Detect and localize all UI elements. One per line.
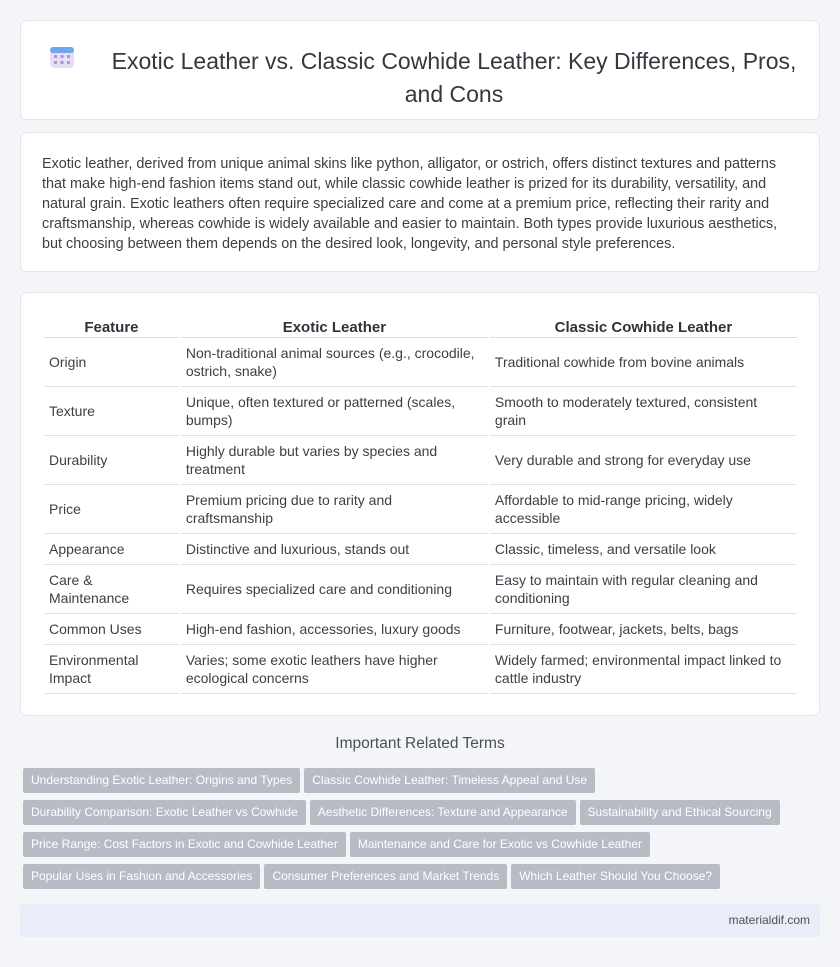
- feature-cell: Care & Maintenance: [44, 565, 179, 614]
- related-term-tag[interactable]: Understanding Exotic Leather: Origins and Types: [23, 768, 300, 793]
- related-term-tag[interactable]: Aesthetic Differences: Texture and Appearance: [310, 800, 576, 825]
- cowhide-cell: Smooth to moderately textured, consistent grain: [490, 387, 797, 436]
- related-term-tag[interactable]: Price Range: Cost Factors in Exotic and Cowhide Leather: [23, 832, 346, 857]
- intro-paragraph: Exotic leather, derived from unique animal skins like python, alligator, or ostrich, offers distinct textures and patterns that make high-end fashion items stand out, while classic cowhide leather is prized for its durability, versatility, and natural grain. Exotic leathers often require specialized care and come at a premium price, reflecting their rarity and craftsmanship, whereas cowhide is widely available and easier to maintain. Both types provide luxurious aesthetics, but choosing between them depends on the desired look, longevity, and personal style preferences.: [42, 156, 778, 252]
- related-term-tag[interactable]: Maintenance and Care for Exotic vs Cowhide Leather: [350, 832, 650, 857]
- related-terms-title: Important Related Terms: [335, 735, 505, 752]
- header-exotic: Exotic Leather: [181, 312, 488, 338]
- table-row: [44, 338, 797, 387]
- feature-cell: Origin: [44, 338, 179, 387]
- feature-cell: Environmental Impact: [44, 645, 179, 694]
- footer-bar: [20, 904, 820, 937]
- table-header-row: [44, 312, 797, 338]
- cowhide-cell: Very durable and strong for everyday use: [490, 436, 797, 485]
- table-row: [44, 387, 797, 436]
- exotic-cell: High-end fashion, accessories, luxury goods: [181, 614, 488, 645]
- table-row: [44, 485, 797, 534]
- cowhide-cell: Easy to maintain with regular cleaning and conditioning: [490, 565, 797, 614]
- related-term-tag[interactable]: Sustainability and Ethical Sourcing: [580, 800, 780, 825]
- feature-cell: Durability: [44, 436, 179, 485]
- table-row: [44, 565, 797, 614]
- cowhide-cell: Affordable to mid-range pricing, widely accessible: [490, 485, 797, 534]
- table-row: [44, 614, 797, 645]
- related-term-tag[interactable]: Which Leather Should You Choose?: [511, 864, 720, 889]
- comparison-table: [42, 312, 799, 694]
- comparison-card: [20, 292, 820, 716]
- exotic-cell: Unique, often textured or patterned (scales, bumps): [181, 387, 488, 436]
- exotic-cell: Varies; some exotic leathers have higher ecological concerns: [181, 645, 488, 694]
- related-term-tag[interactable]: Consumer Preferences and Market Trends: [264, 864, 507, 889]
- footer-site-link[interactable]: materialdif.com: [728, 913, 810, 927]
- table-row: [44, 645, 797, 694]
- table-row: [44, 436, 797, 485]
- exotic-cell: Highly durable but varies by species and treatment: [181, 436, 488, 485]
- feature-cell: Common Uses: [44, 614, 179, 645]
- exotic-cell: Distinctive and luxurious, stands out: [181, 534, 488, 565]
- cowhide-cell: Widely farmed; environmental impact linked to cattle industry: [490, 645, 797, 694]
- feature-cell: Texture: [44, 387, 179, 436]
- exotic-cell: Premium pricing due to rarity and craftsmanship: [181, 485, 488, 534]
- feature-cell: Appearance: [44, 534, 179, 565]
- exotic-cell: Requires specialized care and conditioning: [181, 565, 488, 614]
- page-title: Exotic Leather vs. Classic Cowhide Leather: Key Differences, Pros, and Cons: [111, 48, 797, 107]
- header-card: [20, 20, 820, 120]
- related-term-tag[interactable]: Popular Uses in Fashion and Accessories: [23, 864, 260, 889]
- exotic-cell: Non-traditional animal sources (e.g., crocodile, ostrich, snake): [181, 338, 488, 387]
- related-terms-list: [23, 768, 813, 896]
- table-row: [44, 534, 797, 565]
- header-feature: Feature: [44, 312, 179, 338]
- related-term-tag[interactable]: Classic Cowhide Leather: Timeless Appeal and Use: [304, 768, 595, 793]
- cowhide-cell: Classic, timeless, and versatile look: [490, 534, 797, 565]
- header-cowhide: Classic Cowhide Leather: [490, 312, 797, 338]
- cowhide-cell: Traditional cowhide from bovine animals: [490, 338, 797, 387]
- related-term-tag[interactable]: Durability Comparison: Exotic Leather vs Cowhide: [23, 800, 306, 825]
- feature-cell: Price: [44, 485, 179, 534]
- intro-card: [20, 132, 820, 272]
- cowhide-cell: Furniture, footwear, jackets, belts, bags: [490, 614, 797, 645]
